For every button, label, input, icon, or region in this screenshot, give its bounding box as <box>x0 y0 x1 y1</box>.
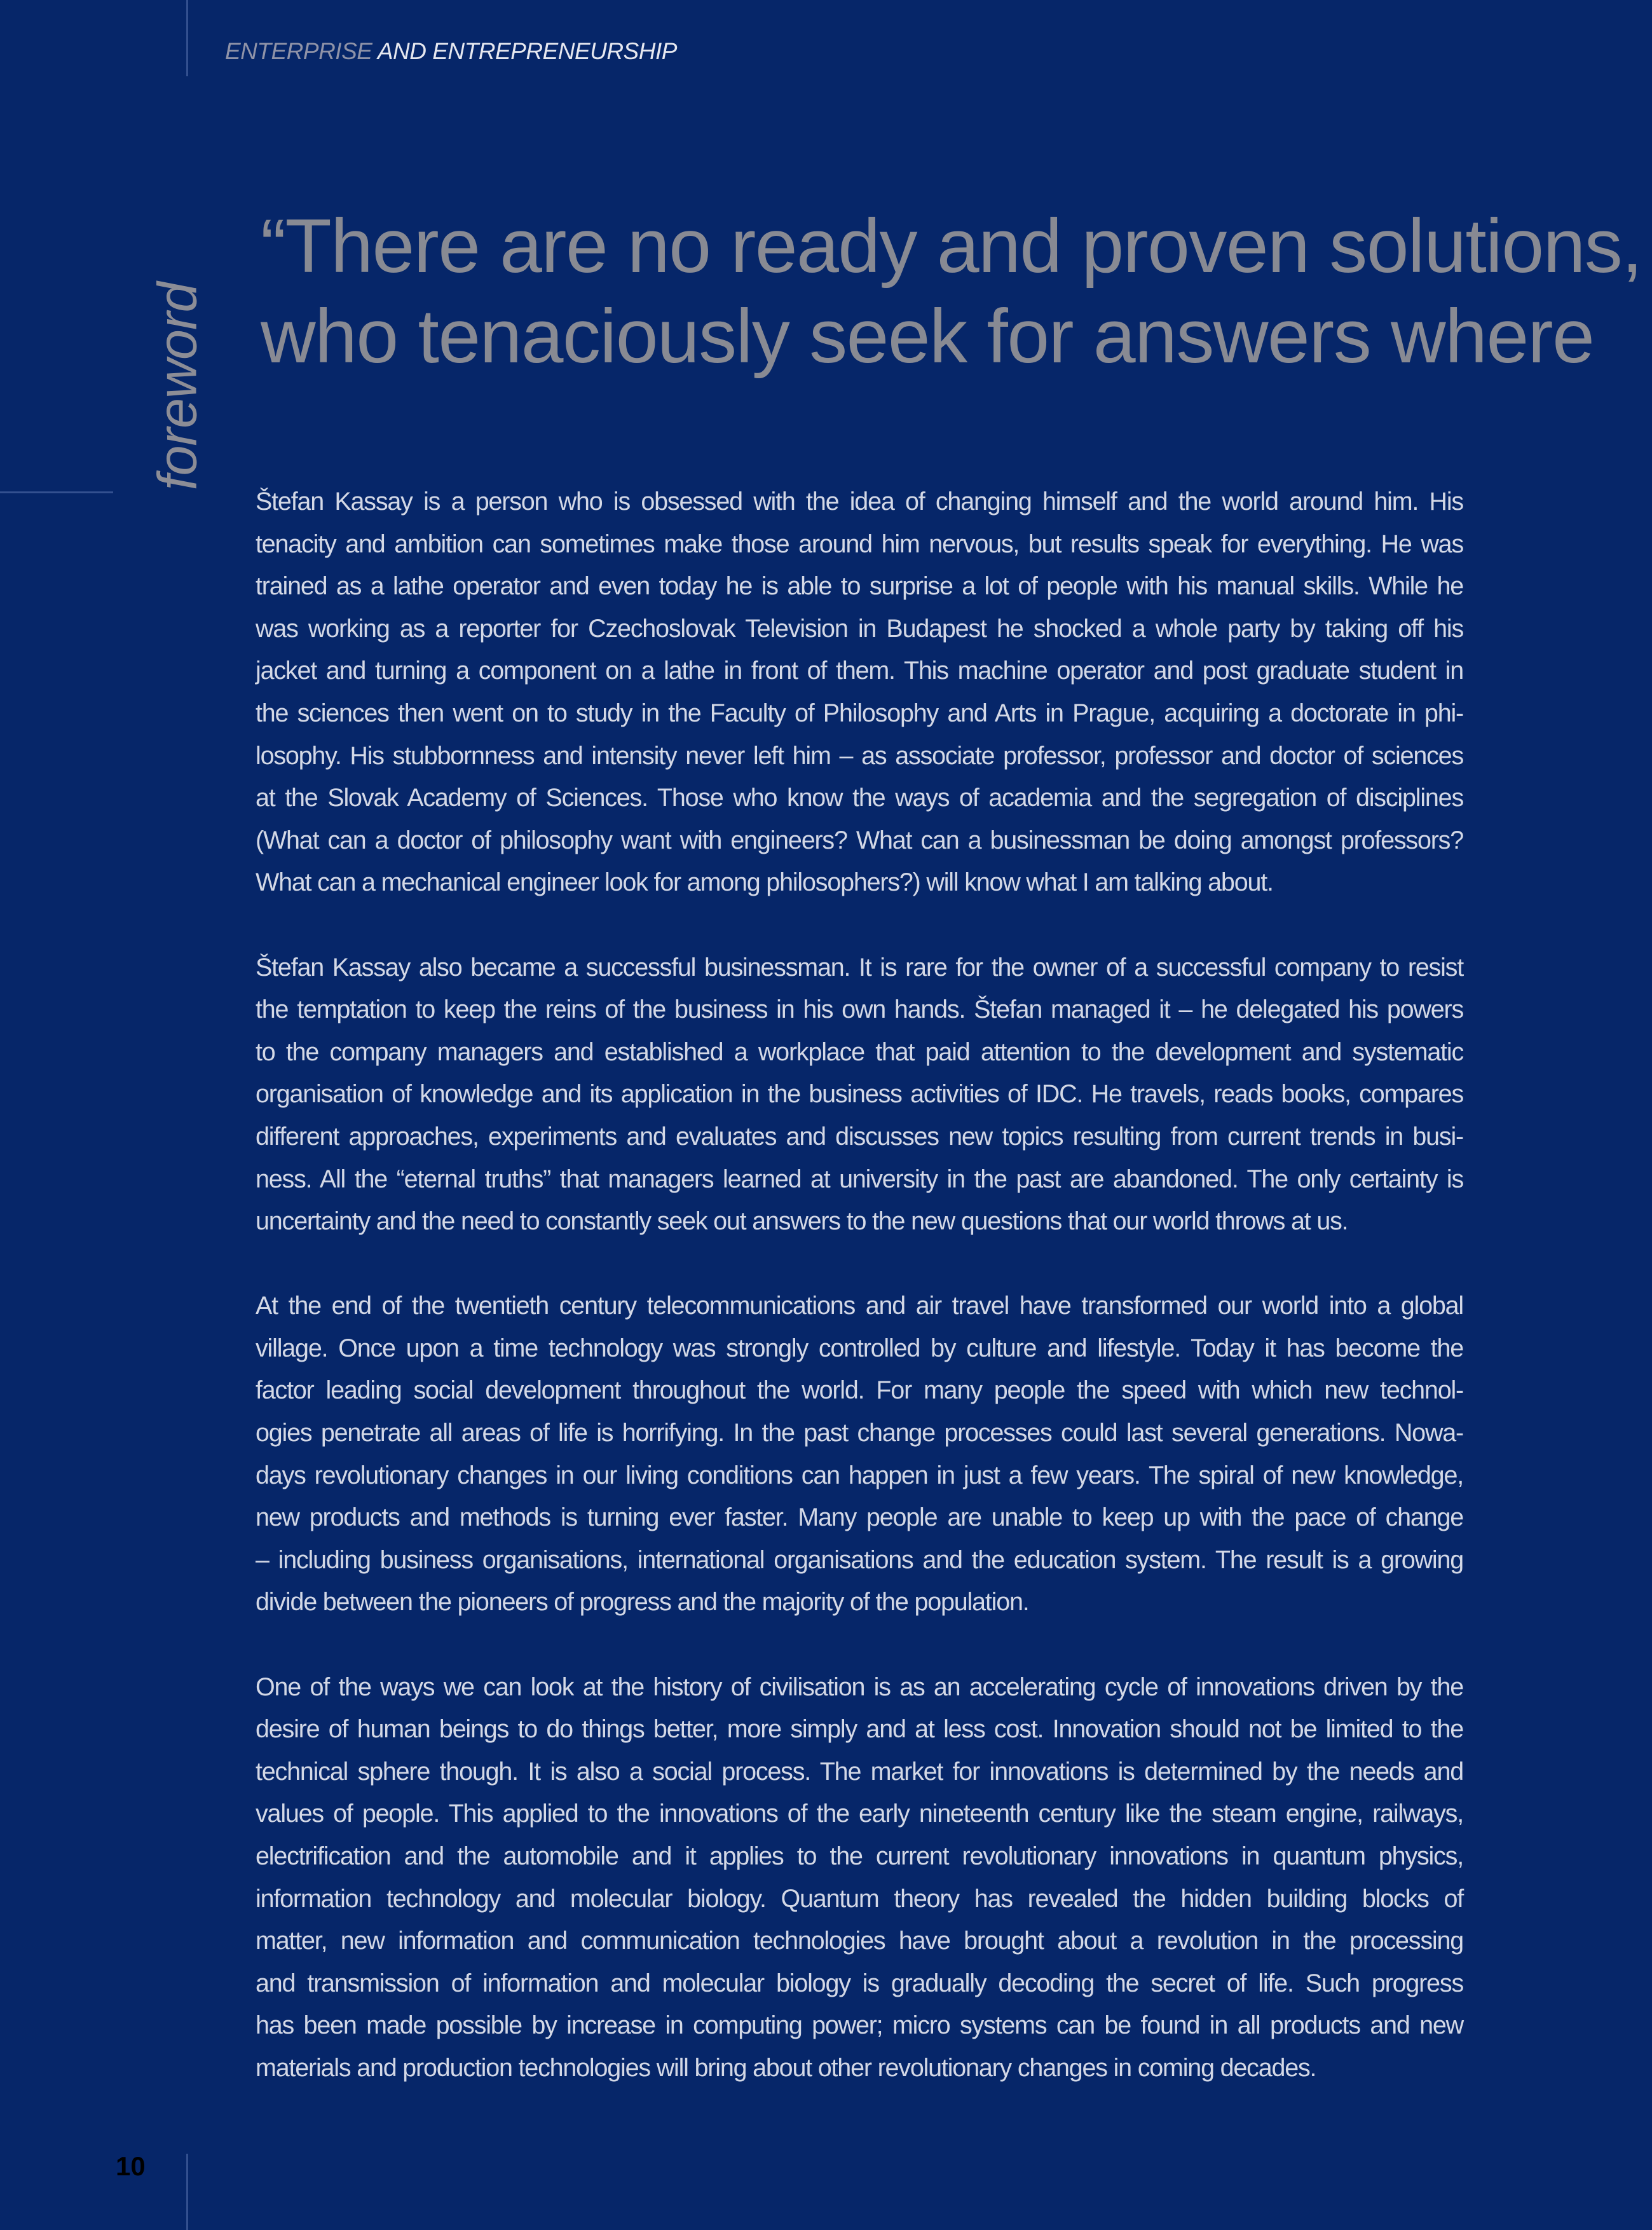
text-line: trained as a lathe operator and even today he is able to surprise a lot of people with his manual skills. While he <box>256 572 1463 601</box>
text-line: technical sphere though. It is also a social process. The market for innovations is determined by the needs and <box>256 1757 1463 1786</box>
text-line: village. Once upon a time technology was strongly controlled by culture and lifestyle. Today it has become the <box>256 1334 1463 1362</box>
text-line: the sciences then went on to study in the Faculty of Philosophy and Arts in Prague, acquiring a doctorate in phi- <box>256 699 1463 727</box>
header-part-enterprise: ENTERPRISE <box>225 38 372 64</box>
text-line: was working as a reporter for Czechoslovak Television in Budapest he shocked a whole party by taking off his <box>256 614 1463 643</box>
text-line: days revolutionary changes in our living conditions can happen in just a few years. The spiral of new knowledge, <box>256 1461 1463 1489</box>
paragraph <box>256 947 1463 1243</box>
text-line: Štefan Kassay is a person who is obsessed with the idea of changing himself and the world around him. His <box>256 488 1463 516</box>
page-number: 10 <box>116 2151 146 2181</box>
quote-line-2: who tenaciously seek for answers where <box>261 294 1594 379</box>
quote-line-1: “There are no ready and proven solutions, <box>261 203 1642 289</box>
text-line: at the Slovak Academy of Sciences. Those who know the ways of academia and the segregation of disciplines <box>256 784 1463 812</box>
text-line: information technology and molecular biology. Quantum theory has revealed the hidden building blocks of <box>256 1884 1463 1913</box>
paragraph <box>256 481 1463 904</box>
text-line: to the company managers and established a workplace that paid attention to the development and systematic <box>256 1037 1463 1066</box>
text-line: ogies penetrate all areas of life is horrifying. In the past change processes could last several generations. Nowa- <box>256 1419 1463 1447</box>
text-line: has been made possible by increase in computing power; micro systems can be found in all products and new <box>256 2011 1463 2040</box>
header-part-entrepreneurship: AND ENTREPRENEURSHIP <box>372 38 677 64</box>
text-line: different approaches, experiments and evaluates and discusses new topics resulting from current trends in busi- <box>256 1122 1463 1151</box>
text-line: What can a mechanical engineer look for among philosophers?) will know what I am talking about. <box>256 868 1273 897</box>
text-line: jacket and turning a component on a lathe in front of them. This machine operator and post graduate student in <box>256 657 1463 685</box>
text-line: Štefan Kassay also became a successful businessman. It is rare for the owner of a successful company to resist <box>256 953 1463 982</box>
text-line: tenacity and ambition can sometimes make those around him nervous, but results speak for everything. He was <box>256 530 1463 558</box>
text-line: One of the ways we can look at the history of civilisation is as an accelerating cycle of innovations driven by the <box>256 1672 1463 1701</box>
text-line: electrification and the automobile and it applies to the current revolutionary innovations in quantum physics, <box>256 1842 1463 1870</box>
paragraph <box>256 1285 1463 1624</box>
text-line: values of people. This applied to the innovations of the early nineteenth century like the steam engine, railways, <box>256 1800 1463 1828</box>
bottom-vertical-rule <box>186 2154 188 2230</box>
text-line: desire of human beings to do things better, more simply and at less cost. Innovation should not be limited to the <box>256 1715 1463 1744</box>
body-text <box>256 481 1463 2131</box>
text-line: losophy. His stubbornness and intensity never left him – as associate professor, professor and doctor of sciences <box>256 741 1463 770</box>
text-line: uncertainty and the need to constantly seek out answers to the new questions that our world throws at us. <box>256 1207 1348 1236</box>
text-line: matter, new information and communication technologies have brought about a revolution in the processing <box>256 1927 1463 1955</box>
text-line: divide between the pioneers of progress and the majority of the population. <box>256 1588 1029 1617</box>
paragraph <box>256 1666 1463 2090</box>
text-line: organisation of knowledge and its application in the business activities of IDC. He travels, reads books, compares <box>256 1080 1463 1109</box>
text-line: factor leading social development throughout the world. For many people the speed with which new technol- <box>256 1376 1463 1405</box>
text-line: (What can a doctor of philosophy want with engineers? What can a businessman be doing amongst professors? <box>256 826 1463 854</box>
text-line: At the end of the twentieth century telecommunications and air travel have transformed our world into a global <box>256 1292 1463 1320</box>
section-rule <box>0 491 113 493</box>
text-line: materials and production technologies will bring about other revolutionary changes in coming decades. <box>256 2053 1316 2082</box>
text-line: new products and methods is turning ever faster. Many people are unable to keep up with the pace of change <box>256 1503 1463 1532</box>
text-line: and transmission of information and molecular biology is gradually decoding the secret of life. Such progress <box>256 1969 1463 1997</box>
top-vertical-rule <box>186 0 188 76</box>
text-line: ness. All the “eternal truths” that managers learned at university in the past are abandoned. The only certainty is <box>256 1165 1463 1193</box>
text-line: the temptation to keep the reins of the business in his own hands. Štefan managed it – he delegated his powers <box>256 995 1463 1024</box>
section-label: foreword <box>147 282 208 491</box>
running-header <box>225 38 677 65</box>
text-line: – including business organisations, international organisations and the education system. The result is a growing <box>256 1545 1463 1574</box>
pull-quote <box>261 201 1652 381</box>
